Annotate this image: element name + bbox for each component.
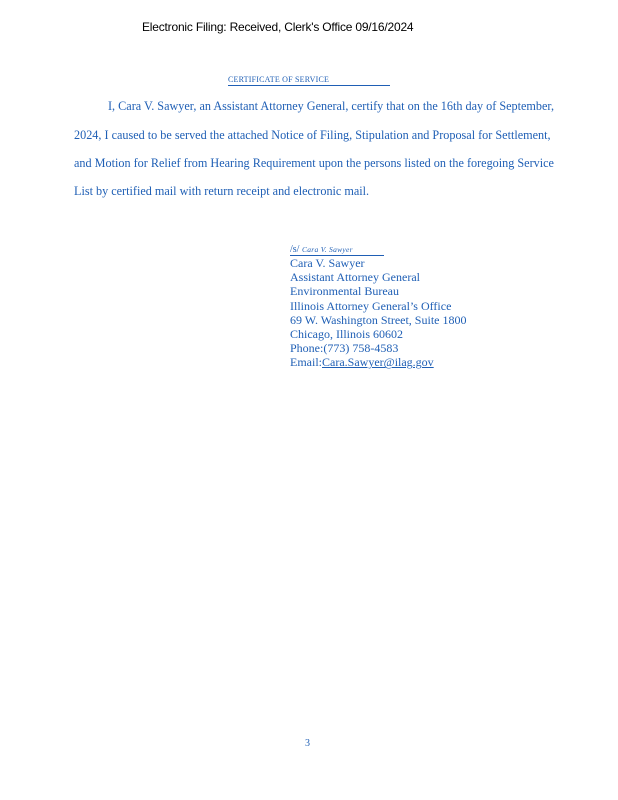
signer-phone (290, 341, 466, 355)
email-link[interactable]: Cara.Sawyer@ilag.gov (322, 355, 434, 370)
body-line-2: 2024, I caused to be served the attached Notice of Filing, Stipulation and Proposal for Settlement, (74, 128, 551, 142)
signer-street: 69 W. Washington Street, Suite 1800 (290, 312, 467, 327)
signature-line (290, 241, 466, 256)
document-title: CERTIFICATE OF SERVICE (228, 75, 390, 86)
signer-title: Assistant Attorney General (290, 270, 420, 285)
signature-block (290, 241, 466, 370)
page-number: 3 (305, 738, 310, 749)
signer-name: Cara V. Sawyer (290, 256, 365, 270)
signature-prefix: /s/ (290, 244, 300, 255)
phone-number: (773) 758-4583 (323, 341, 399, 356)
email-label: Email: (290, 355, 322, 370)
signer-office: Illinois Attorney General’s Office (290, 298, 452, 313)
signature-name: Cara V. Sawyer (301, 245, 353, 254)
phone-label: Phone: (290, 341, 324, 356)
filing-stamp: Electronic Filing: Received, Clerk's Office 09/16/2024 (142, 20, 414, 34)
body-line-4: List by certified mail with return receipt and electronic mail. (74, 184, 370, 198)
signer-bureau: Environmental Bureau (290, 284, 399, 299)
signer-city: Chicago, Illinois 60602 (290, 327, 403, 342)
body-line-3: and Motion for Relief from Hearing Requirement upon the persons listed on the foregoing Service (74, 156, 554, 170)
body-line-1: I, Cara V. Sawyer, an Assistant Attorney General, certify that on the 16th day of September, (108, 99, 555, 113)
signer-email (290, 355, 466, 369)
